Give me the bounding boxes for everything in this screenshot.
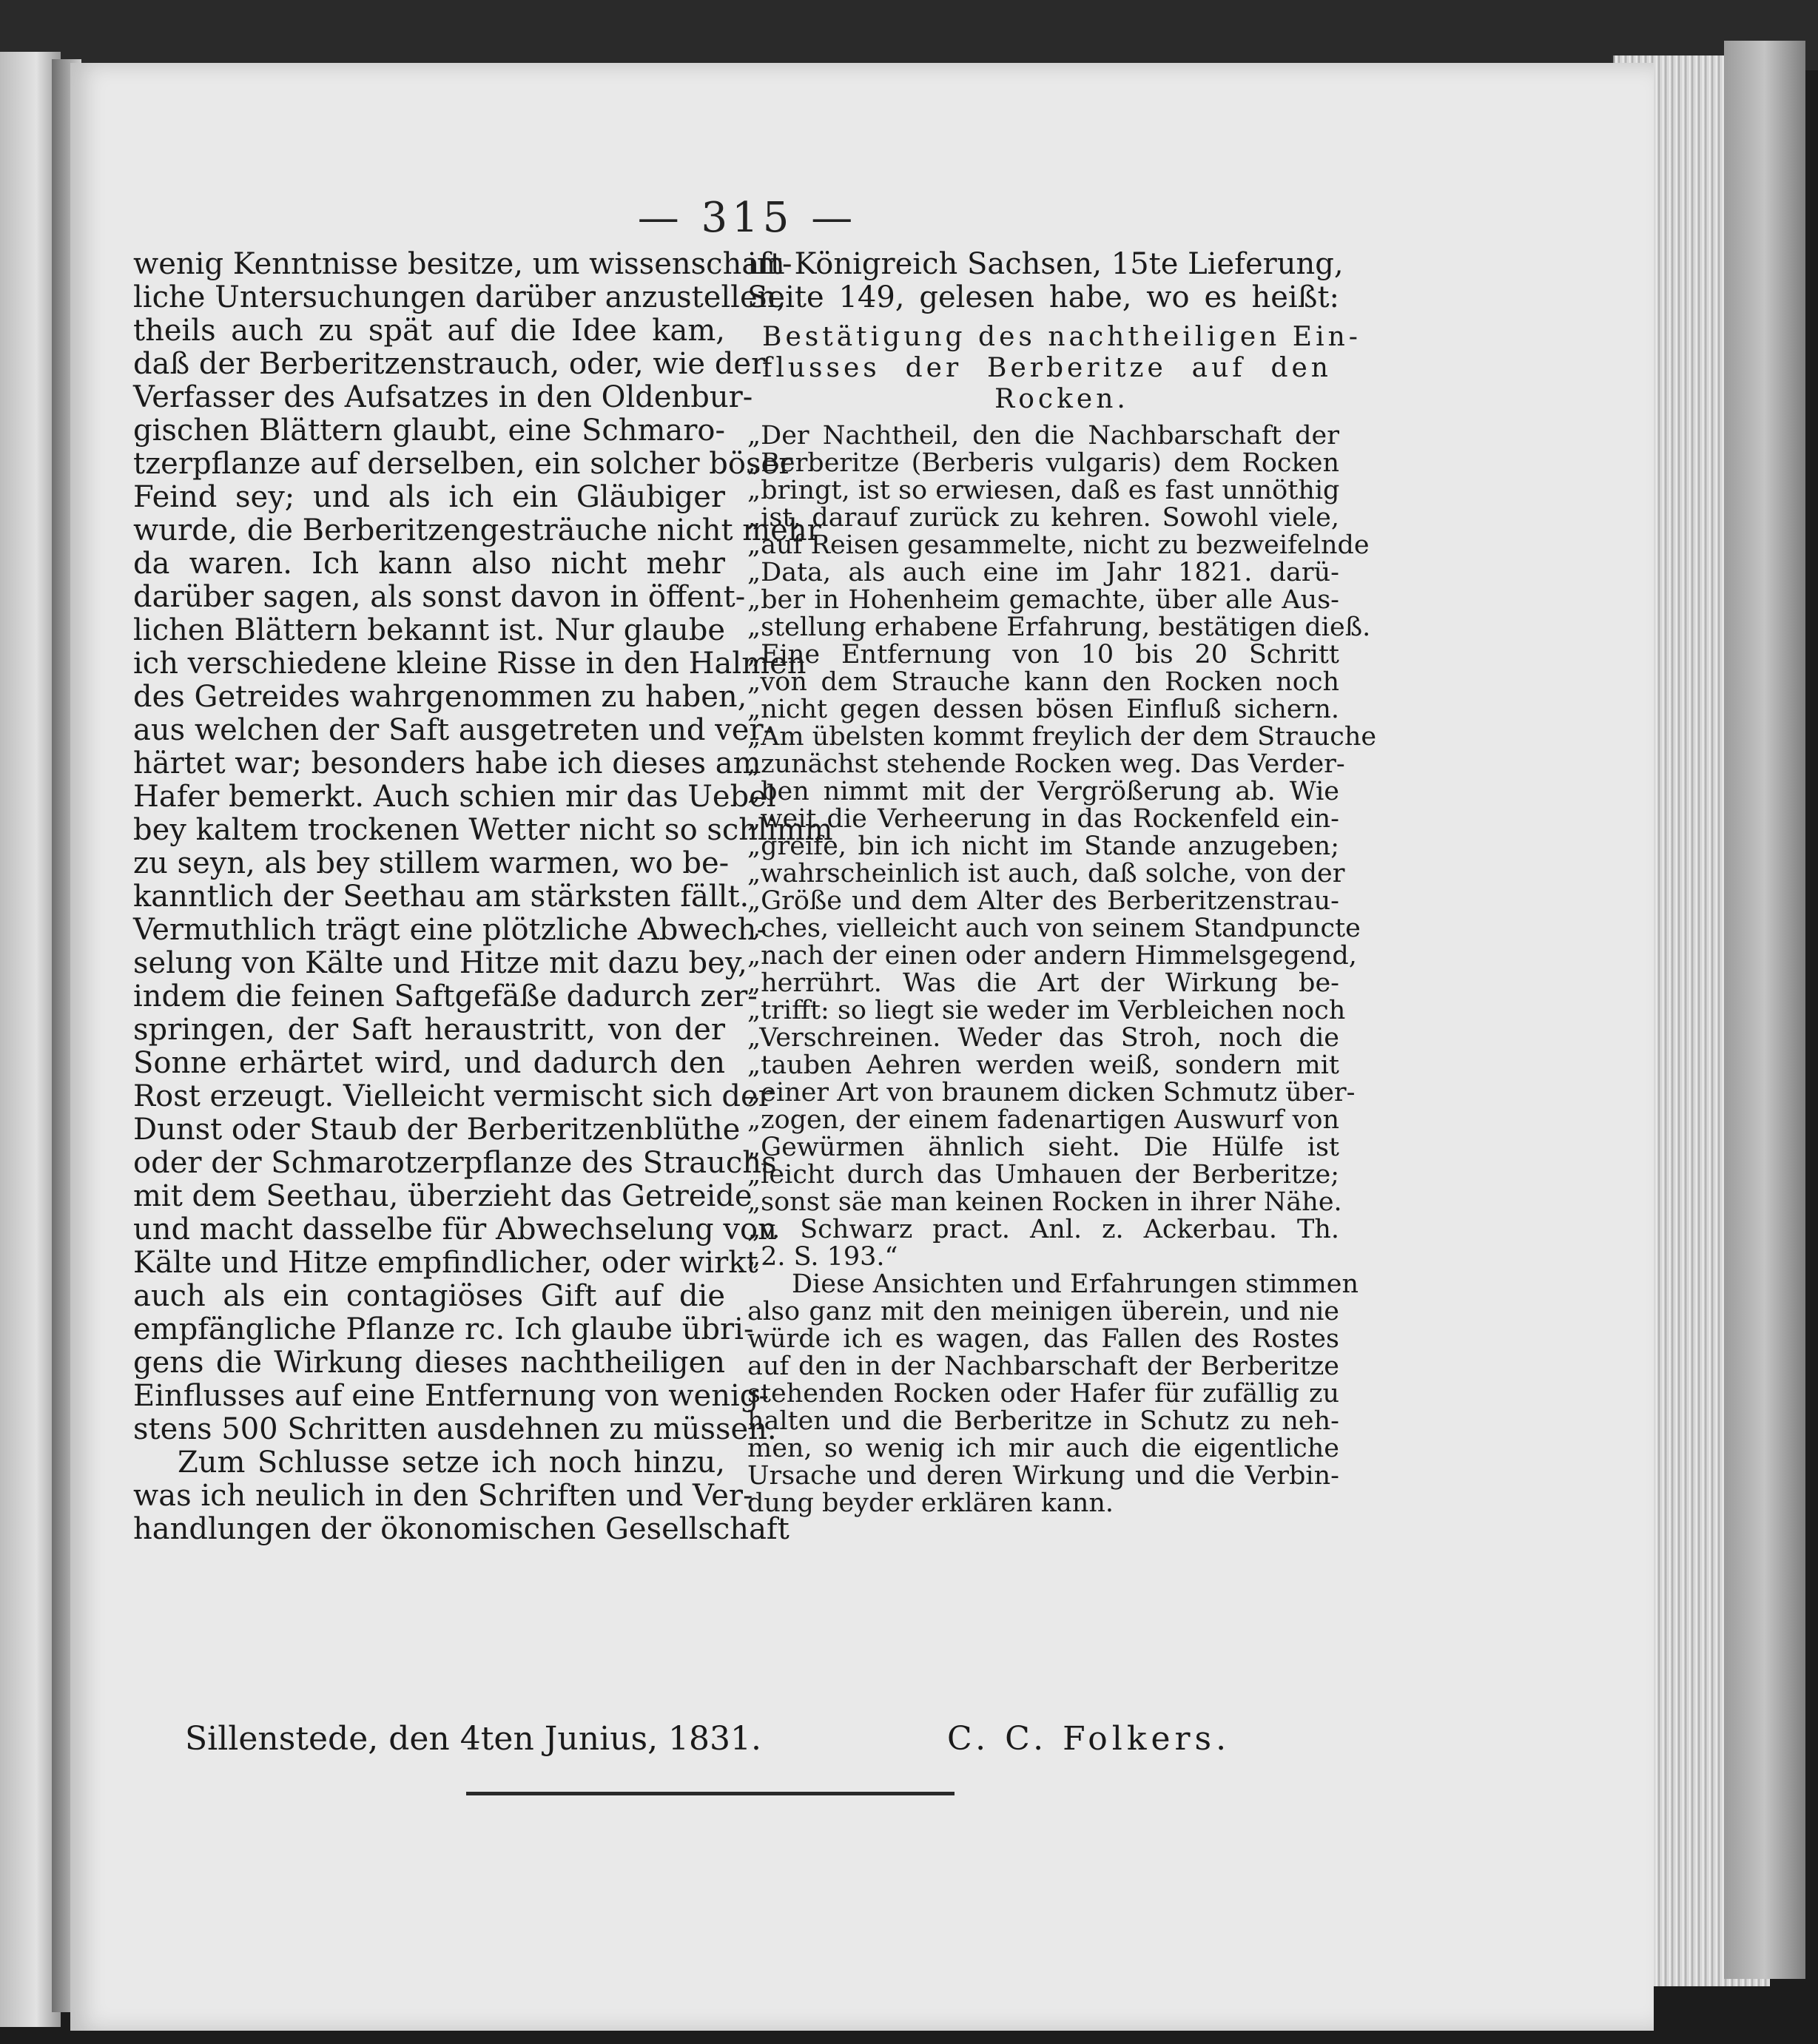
- text-line: da waren. Ich kann also nicht mehr: [133, 547, 725, 581]
- text-line: Rost erzeugt. Vielleicht vermischt sich der: [133, 1079, 772, 1113]
- text-line: dung beyder erklären kann.: [747, 1488, 1114, 1518]
- quote-line: „trifft: so liegt sie weder im Verbleichen noch: [747, 996, 1346, 1025]
- text-line: handlungen der ökonomischen Gesellschaft: [133, 1512, 790, 1546]
- text-line: Hafer bemerkt. Auch schien mir das Uebel: [133, 780, 776, 814]
- scan-background: [0, 0, 1818, 70]
- text-line: selung von Kälte und Hitze mit dazu bey,: [133, 946, 747, 980]
- quote-line: „nicht gegen dessen bösen Einfluß sichern.: [747, 695, 1339, 724]
- text-line: Dunst oder Staub der Berberitzenblüthe: [133, 1113, 741, 1147]
- quote-line: „v. Schwarz pract. Anl. z. Ackerbau. Th.: [747, 1215, 1339, 1244]
- text-line: indem die feinen Saftgefäße dadurch zer-: [133, 979, 758, 1013]
- author-signature: C. C. Folkers.: [947, 1720, 1231, 1758]
- text-line: auf den in der Nachbarschaft der Berberitze: [747, 1352, 1339, 1381]
- quote-line: „ches, vielleicht auch von seinem Standpuncte: [747, 914, 1361, 943]
- quote-line: „weit die Verheerung in das Rockenfeld ein-: [747, 804, 1339, 834]
- text-line: also ganz mit den meinigen überein, und nie: [747, 1297, 1339, 1326]
- text-line: Zum Schlusse setze ich noch hinzu,: [178, 1446, 725, 1480]
- quote-line: „nach der einen oder andern Himmelsgegend,: [747, 941, 1357, 971]
- text-line: oder der Schmarotzerpflanze des Strauchs: [133, 1146, 777, 1180]
- quote-line: „wahrscheinlich ist auch, daß solche, von der: [747, 859, 1345, 888]
- quote-line: „herrührt. Was die Art der Wirkung be-: [747, 968, 1339, 998]
- text-line: wurde, die Berberitzengesträuche nicht mehr: [133, 513, 821, 547]
- closing-rule: [466, 1792, 955, 1795]
- text-line: Seite 149, gelesen habe, wo es heißt:: [747, 280, 1339, 314]
- text-line: Vermuthlich trägt eine plötzliche Abwech-: [133, 913, 767, 947]
- text-line: ich verschiedene kleine Risse in den Halmen: [133, 647, 807, 681]
- quote-line: „Berberitze (Berberis vulgaris) dem Rocken: [747, 448, 1339, 478]
- text-line: liche Untersuchungen darüber anzustellen,: [133, 280, 787, 314]
- text-line: im Königreich Sachsen, 15te Lieferung,: [747, 247, 1344, 281]
- quote-line: „von dem Strauche kann den Rocken noch: [747, 667, 1339, 697]
- quote-line: „bringt, ist so erwiesen, daß es fast unnöthig: [747, 476, 1340, 505]
- section-heading: Bestätigung des nachtheiligen Ein-: [762, 322, 1361, 352]
- text-line: stens 500 Schritten ausdehnen zu müssen.: [133, 1412, 777, 1446]
- text-line: was ich neulich in den Schriften und Ver-: [133, 1479, 753, 1513]
- quote-line: „leicht durch das Umhauen der Berberitze;: [747, 1160, 1339, 1190]
- text-line: würde ich es wagen, das Fallen des Rostes: [747, 1324, 1339, 1354]
- quote-line: „ist, darauf zurück zu kehren. Sowohl viele,: [747, 503, 1339, 533]
- text-line: Kälte und Hitze empfindlicher, oder wirkt: [133, 1246, 758, 1280]
- quote-line: „Verschreinen. Weder das Stroh, noch die: [747, 1023, 1339, 1053]
- text-line: men, so wenig ich mir auch die eigentliche: [747, 1434, 1339, 1463]
- quote-line: „ber in Hohenheim gemachte, über alle Aus-: [747, 585, 1339, 615]
- text-line: härtet war; besonders habe ich dieses am: [133, 746, 761, 780]
- text-line: theils auch zu spät auf die Idee kam,: [133, 314, 725, 348]
- quote-line: „greife, bin ich nicht im Stande anzugeben;: [747, 832, 1339, 861]
- quote-line: „Gewürmen ähnlich sieht. Die Hülfe ist: [747, 1133, 1339, 1162]
- quote-line: „Eine Entfernung von 10 bis 20 Schritt: [747, 640, 1339, 669]
- quote-line: „einer Art von braunem dicken Schmutz über-: [747, 1078, 1356, 1107]
- quote-line: „sonst säe man keinen Rocken in ihrer Nähe.: [747, 1187, 1342, 1217]
- text-line: darüber sagen, als sonst davon in öffent-: [133, 580, 746, 614]
- text-line: Feind sey; und als ich ein Gläubiger: [133, 480, 725, 514]
- quote-line: „Am übelsten kommt freylich der dem Strauche: [747, 722, 1377, 752]
- text-line: kanntlich der Seethau am stärksten fällt.: [133, 880, 750, 914]
- text-line: wenig Kenntnisse besitze, um wissenschaft-: [133, 247, 792, 281]
- text-line: gens die Wirkung dieses nachtheiligen: [133, 1346, 725, 1380]
- text-line: Sonne erhärtet wird, und dadurch den: [133, 1046, 725, 1080]
- text-line: zu seyn, als bey stillem warmen, wo be-: [133, 846, 730, 880]
- quote-line: „auf Reisen gesammelte, nicht zu bezweifelnde: [747, 530, 1370, 560]
- quote-line: „Data, als auch eine im Jahr 1821. darü-: [747, 558, 1339, 587]
- text-line: tzerpflanze auf derselben, ein solcher böser: [133, 447, 793, 481]
- right-column: [747, 247, 1377, 1518]
- text-line: springen, der Saft heraustritt, von der: [133, 1013, 725, 1047]
- text-line: stehenden Rocken oder Hafer für zufällig zu: [747, 1379, 1339, 1409]
- quote-line: „Der Nachtheil, den die Nachbarschaft der: [747, 421, 1339, 451]
- text-line: Einflusses auf eine Entfernung von wenig-: [133, 1379, 769, 1413]
- text-line: lichen Blättern bekannt ist. Nur glaube: [133, 613, 725, 647]
- book-cover-edge: [1724, 41, 1805, 1979]
- quote-line: „tauben Aehren werden weiß, sondern mit: [747, 1050, 1339, 1080]
- text-line: bey kaltem trockenen Wetter nicht so schlimm: [133, 813, 833, 847]
- quote-line: „stellung erhabene Erfahrung, bestätigen dieß.: [747, 613, 1371, 642]
- quote-line: „2. S. 193.“: [747, 1242, 898, 1272]
- text-line: mit dem Seethau, überzieht das Getreide: [133, 1179, 753, 1213]
- section-heading: Rocken.: [994, 384, 1129, 414]
- quote-line: „ben nimmt mit der Vergrößerung ab. Wie: [747, 777, 1339, 806]
- text-line: Verfasser des Aufsatzes in den Oldenbur-: [133, 380, 753, 414]
- text-line: Ursache und deren Wirkung und die Verbin-: [747, 1461, 1339, 1491]
- page-number: — 315 —: [637, 194, 858, 242]
- text-line: empfängliche Pflanze rc. Ich glaube übri-: [133, 1312, 754, 1346]
- text-line: und macht dasselbe für Abwechselung von: [133, 1212, 777, 1247]
- quote-line: „zogen, der einem fadenartigen Auswurf von: [747, 1105, 1339, 1135]
- text-line: daß der Berberitzenstrauch, oder, wie der: [133, 347, 766, 381]
- section-heading: flusses der Berberitze auf den: [762, 353, 1332, 383]
- text-line: Diese Ansichten und Erfahrungen stimmen: [792, 1269, 1359, 1299]
- text-line: des Getreides wahrgenommen zu haben,: [133, 680, 747, 714]
- text-line: halten und die Berberitze in Schutz zu neh-: [747, 1406, 1339, 1436]
- text-line: aus welchen der Saft ausgetreten und ver-: [133, 713, 774, 747]
- quote-line: „zunächst stehende Rocken weg. Das Verder-: [747, 749, 1345, 779]
- text-line: auch als ein contagiöses Gift auf die: [133, 1279, 725, 1313]
- text-line: gischen Blättern glaubt, eine Schmaro-: [133, 414, 725, 448]
- quote-line: „Größe und dem Alter des Berberitzenstrau-: [747, 886, 1339, 916]
- place-date-line: Sillenstede, den 4ten Junius, 1831.: [185, 1720, 762, 1758]
